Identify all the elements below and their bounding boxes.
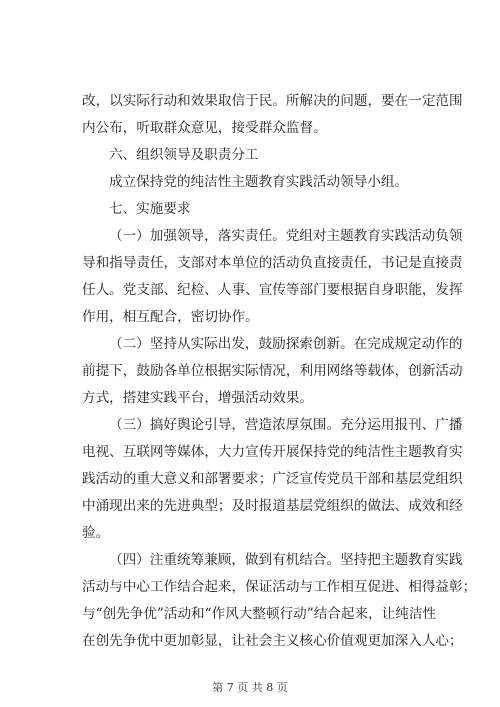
text-line: （一）加强领导，落实责任。党组对主题教育实践活动负领 — [109, 228, 463, 244]
text-line: 前提下，鼓励各单位根据实际情况，利用网络等载体，创新活动 — [82, 363, 463, 379]
text-line: 方式，搭建实践平台，增强活动效果。 — [82, 390, 314, 406]
text-line: 活动与中心工作结合起来，保证活动与工作相互促进、相得益彰； — [82, 579, 477, 595]
text-line: （三）搞好舆论引导，营造浓厚氛围。充分运用报刊、广播 — [109, 417, 463, 433]
text-line: 与“创先争优”活动和“作风大整顿行动”结合起来，让纯洁性 — [82, 606, 437, 622]
section-heading-6: 六、组织领导及职责分工 — [109, 147, 259, 163]
text-line: （二）坚持从实际出发，鼓励探索创新。在完成规定动作的 — [109, 336, 463, 352]
text-line: 验。 — [82, 525, 110, 541]
text-line: 作用，相互配合，密切协作。 — [82, 309, 259, 325]
page-footer: 第 7 页 共 8 页 — [212, 681, 288, 694]
text-line: 改，以实际行动和效果取信于民。所解决的问题，要在一定范围 — [82, 93, 463, 109]
text-line: 成立保持党的纯洁性主题教育实践活动领导小组。 — [109, 174, 409, 190]
text-line: 内公布，听取群众意见，接受群众监督。 — [82, 120, 327, 136]
text-line: 电视、互联网等媒体，大力宣传开展保持党的纯洁性主题教育实 — [82, 444, 463, 460]
text-line: 在创先争优中更加彰显，让社会主义核心价值观更加深入人心； — [82, 633, 463, 649]
text-line: （四）注重统筹兼顾，做到有机结合。坚持把主题教育实践 — [109, 552, 463, 568]
text-line: 中涌现出来的先进典型；及时报道基层党组织的做法、成效和经 — [82, 498, 463, 514]
text-line: 任人。党支部、纪检、人事、宣传等部门要根据自身职能，发挥 — [82, 282, 463, 298]
text-line: 导和指导责任，支部对本单位的活动负直接责任，书记是直接责 — [82, 255, 463, 271]
section-heading-7: 七、实施要求 — [109, 201, 191, 217]
text-line: 践活动的重大意义和部署要求；广泛宣传党员干部和基层党组织 — [82, 471, 463, 487]
